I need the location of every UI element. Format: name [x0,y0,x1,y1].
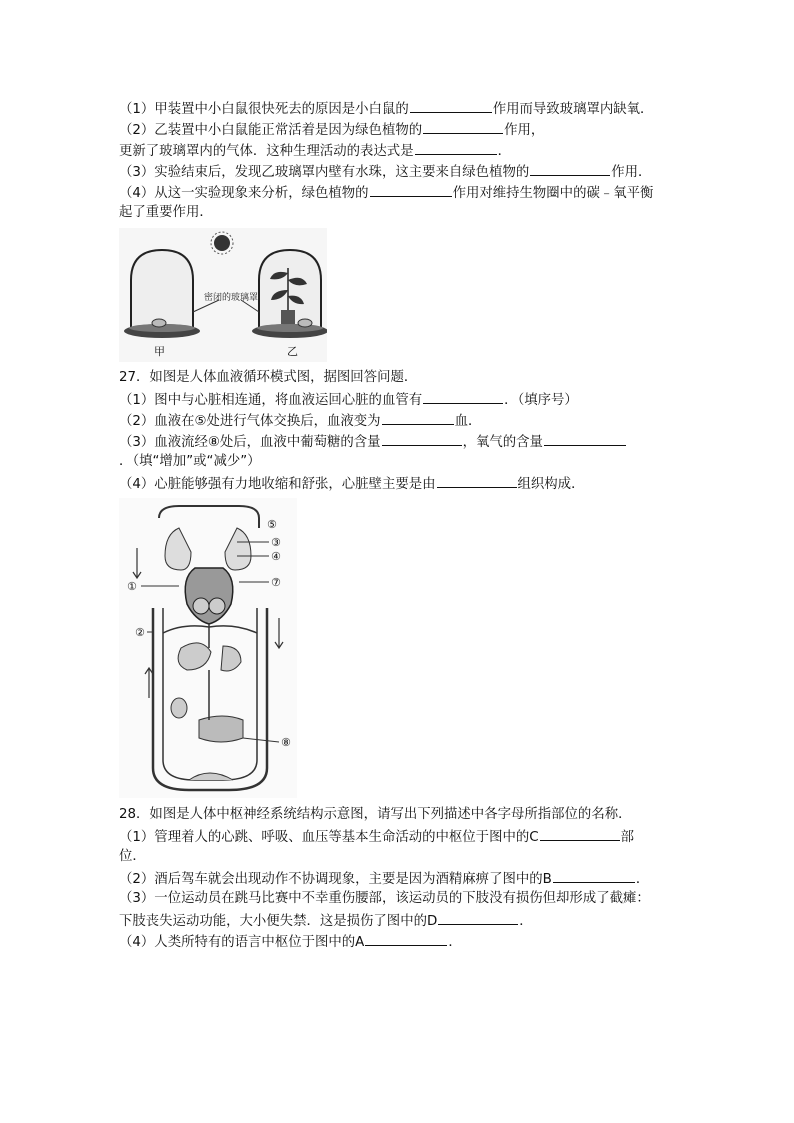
q28-text: （1）管理着人的心跳、呼吸、血压等基本生命活动的中枢位于图中的C [119,830,539,845]
q28-text: ． [519,914,533,929]
q26-text: 作用． [611,165,652,180]
figure-caption: 密闭的玻璃罩 [203,293,259,303]
mouse-icon [152,319,166,327]
blood-circulation-figure [119,498,297,798]
q27-title-text: 27．如图是人体血液循环模式图，据图回答问题． [119,370,418,385]
q28-title [119,805,632,825]
q28-text: 下肢丧失运动功能，大小便失禁．这是损伤了图中的D [119,914,438,929]
q27-text: ．（填序号） [504,393,578,408]
q26-line-4 [119,161,651,183]
label-5: ⑤ [267,518,277,531]
q26-line-5 [119,182,653,204]
q26-text: 作用， [504,123,545,138]
q26-text: （4）从这一实验现象来分析，绿色植物的 [119,186,369,201]
q28-line-3 [119,889,650,909]
q27-text: 组织构成． [517,477,585,492]
bell-jar-jia [124,250,200,338]
q27-line-3 [119,431,627,453]
q26-text: 作用而导致玻璃罩内缺氧． [492,102,654,117]
label-2: ② [135,626,145,639]
answer-blank[interactable] [423,389,503,404]
q28-line-3-cont [119,910,533,932]
q27-title [119,368,417,388]
q27-text: （4）心脏能够强有力地收缩和舒张，心脏壁主要是由 [119,477,436,492]
q28-text: （2）酒后驾车就会出现动作不协调现象，主要是因为酒精麻痹了图中的B [119,872,552,887]
q26-line-1 [119,98,653,120]
answer-blank[interactable] [423,119,503,134]
q27-text: 血． [454,414,482,429]
q28-text: ． [448,935,462,950]
q26-text: ． [497,144,511,159]
q26-line-2 [119,119,544,141]
q27-line-4 [119,452,261,472]
bell-jar-yi [252,250,327,338]
q27-text: （3）血液流经⑧处后，血液中葡萄糖的含量 [119,435,381,450]
answer-blank[interactable] [370,182,452,197]
q28-text: 位． [119,849,146,864]
q28-text: 部 [620,830,634,845]
q27-line-5 [119,473,584,495]
label-1: ① [127,580,137,593]
q26-text: （3）实验结束后，发现乙玻璃罩内壁有水珠，这主要来自绿色植物的 [119,165,530,180]
answer-blank[interactable] [410,98,492,113]
q27-text: ，氧气的含量 [462,435,543,450]
q26-text: （2）乙装置中小白鼠能正常活着是因为绿色植物的 [119,123,423,138]
answer-blank[interactable] [540,826,620,841]
q28-text: （4）人类所特有的语言中枢位于图中的A [119,935,365,950]
q26-text: 更新了玻璃罩内的气体．这种生理活动的表达式是 [119,144,414,159]
answer-blank[interactable] [437,473,517,488]
label-7: ⑦ [271,576,281,589]
bell-jar-figure [119,228,327,362]
answer-blank[interactable] [365,931,447,946]
q28-line-4 [119,931,462,953]
q26-line-6 [119,203,213,223]
q26-text: 作用对维持生物圈中的碳﹣氧平衡 [452,186,654,201]
q26-text: 起了重要作用． [119,205,213,220]
q26-line-3 [119,140,511,162]
answer-blank[interactable] [544,431,626,446]
label-jia: 甲 [154,345,165,358]
label-3: ③ [271,536,281,549]
label-4: ④ [271,550,281,563]
label-yi: 乙 [287,345,298,358]
q27-text: （2）血液在⑤处进行气体交换后，血液变为 [119,414,381,429]
answer-blank[interactable] [382,410,454,425]
q28-line-1 [119,826,634,848]
answer-blank[interactable] [438,910,518,925]
q27-text: ．（填“增加”或“减少”） [119,454,261,469]
answer-blank[interactable] [553,868,635,883]
answer-blank[interactable] [382,431,462,446]
q26-text: （1）甲装置中小白鼠很快死去的原因是小白鼠的 [119,102,409,117]
q28-line-1-cont [119,847,146,867]
answer-blank[interactable] [415,140,497,155]
q27-line-1 [119,389,578,411]
q27-line-2 [119,410,481,432]
answer-blank[interactable] [530,161,610,176]
q28-line-2 [119,868,649,890]
mouse-icon [298,319,312,327]
q28-title-text: 28．如图是人体中枢神经系统结构示意图，请写出下列描述中各字母所指部位的名称． [119,807,632,822]
q28-text: ． [635,872,650,887]
q27-text: （1）图中与心脏相连通，将血液运回心脏的血管有 [119,393,423,408]
label-8: ⑧ [281,736,291,749]
q28-text: （3）一位运动员在跳马比赛中不幸重伤腰部，该运动员的下肢没有损伤但却形成了截瘫： [119,891,650,906]
